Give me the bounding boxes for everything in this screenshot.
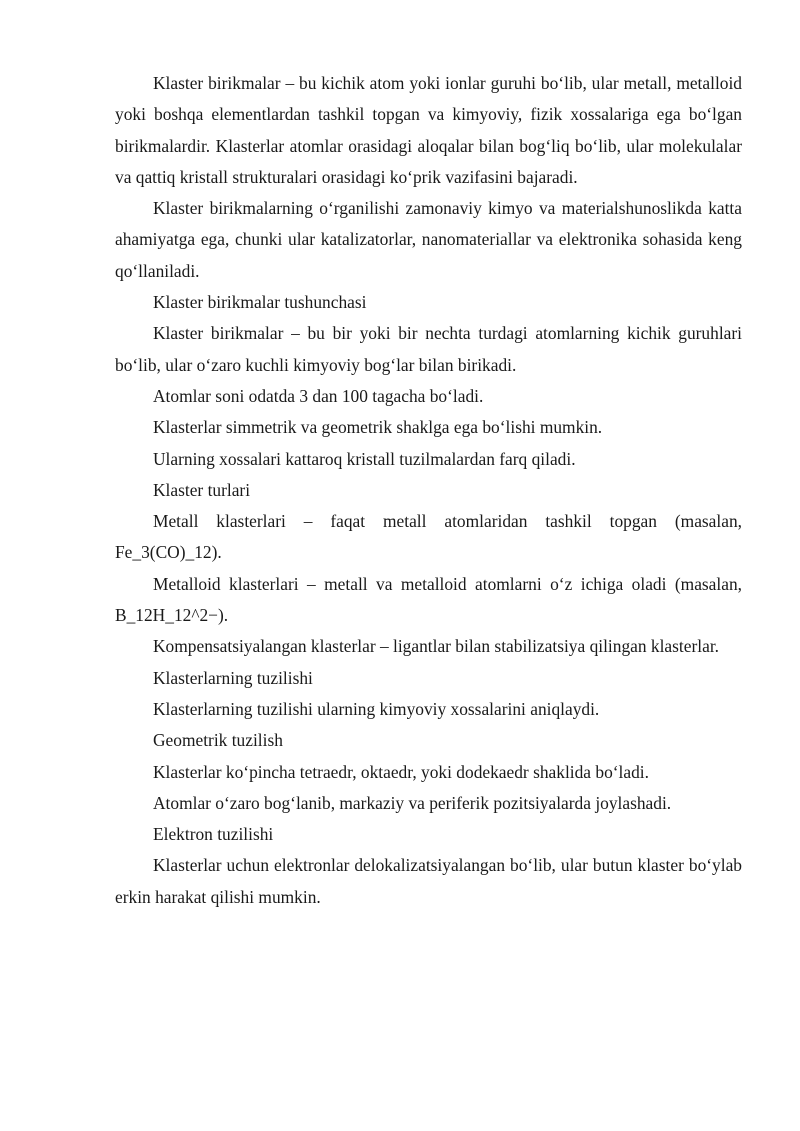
intro-paragraph: Klaster birikmalar – bu kichik atom yoki ionlar guruhi bo‘lib, ular metall, metalloid yoki boshqa elementlardan tashkil topgan va kimyoviy, fizik xossalariga ega bo‘lgan birikmalardir. Klasterlar atomlar orasidagi aloqalar bilan bog‘liq bo‘lib, ular molekulalar va qattiq kristall strukturalari orasidagi ko‘prik vazifasini bajaradi. [115,73,742,187]
properties-line: Ularning xossalari kattaroq kristall tuzilmalardan farq qiladi. [153,448,576,469]
subheading-electronic: Elektron tuzilishi [153,824,274,845]
compensated-clusters-paragraph: Kompensatsiyalangan klasterlar – ligantlar bilan stabilizatsiya qilingan klasterlar. [153,636,719,657]
symmetry-line: Klasterlar simmetrik va geometrik shaklga ega bo‘lishi mumkin. [153,417,603,438]
structure-line: Klasterlarning tuzilishi ularning kimyoviy xossalarini aniqlaydi. [153,698,600,719]
electron-paragraph: Klasterlar uchun elektronlar delokalizatsiyalangan bo‘lib, ular butun klaster bo‘ylab erkin harakat qilishi mumkin. [115,855,742,907]
importance-paragraph: Klaster birikmalarning o‘rganilishi zamonaviy kimyo va materialshunoslikda katta ahamiyatga ega, chunki ular katalizatorlar, nanomateriallar va elektronika sohasida keng qo‘llaniladi. [115,198,742,281]
metalloid-clusters-paragraph: Metalloid klasterlari – metall va metalloid atomlarni o‘z ichiga oladi (masalan, B_12H_12^2−). [115,573,742,626]
bonding-line: Atomlar o‘zaro bog‘lanib, markaziy va periferik pozitsiyalarda joylashadi. [153,792,672,813]
metal-clusters-paragraph: Metall klasterlari – faqat metall atomlaridan tashkil topgan (masalan, Fe_3(CO)_12). [115,511,742,563]
atom-count-line: Atomlar soni odatda 3 dan 100 tagacha bo‘ladi. [153,385,484,406]
document-page [115,68,742,913]
section-heading-structure: Klasterlarning tuzilishi [153,667,313,688]
geometry-line: Klasterlar ko‘pincha tetraedr, oktaedr, yoki dodekaedr shaklida bo‘ladi. [153,761,649,782]
section-heading-types: Klaster turlari [153,479,251,500]
section-heading-concept: Klaster birikmalar tushunchasi [153,292,367,313]
definition-paragraph: Klaster birikmalar – bu bir yoki bir nechta turdagi atomlarning kichik guruhlari bo‘lib, ular o‘zaro kuchli kimyoviy bog‘lar bilan birikadi. [115,323,742,375]
subheading-geometric: Geometrik tuzilish [153,730,283,751]
